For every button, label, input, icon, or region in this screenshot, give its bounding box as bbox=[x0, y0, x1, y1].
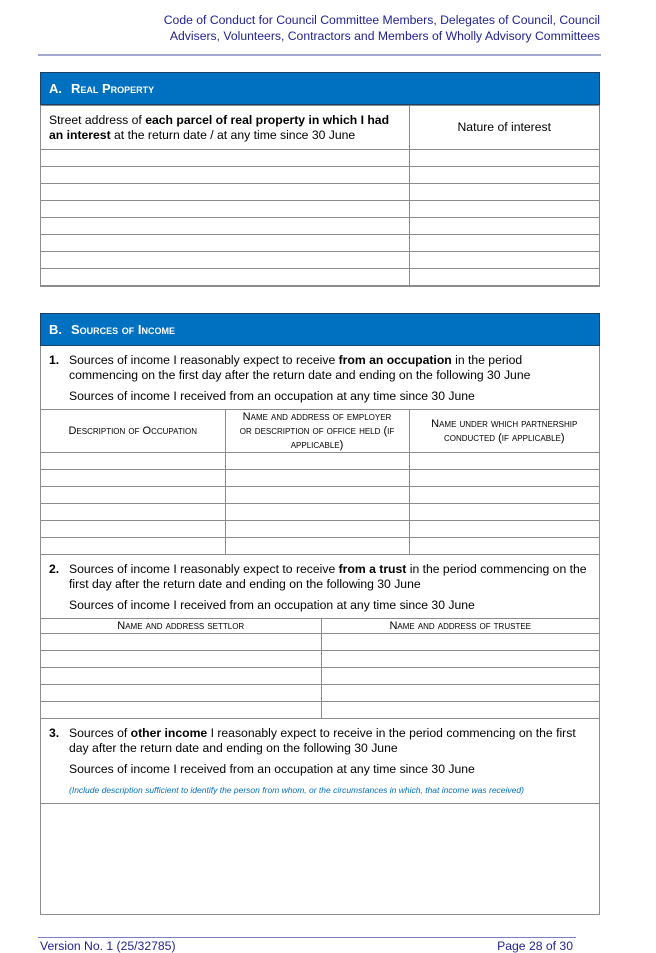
real-property-cell[interactable] bbox=[409, 150, 599, 167]
real-property-cell[interactable] bbox=[41, 167, 409, 184]
section-sources-of-income bbox=[40, 313, 600, 915]
item-1-text: Sources of income I reasonably expect to receive from an occupation in the period commencing on the first day after the return date and ending on the following 30 June bbox=[69, 353, 531, 382]
occupation-cell[interactable] bbox=[41, 453, 225, 470]
occupation-cell[interactable] bbox=[225, 538, 409, 555]
real-property-table bbox=[41, 105, 599, 286]
real-property-cell[interactable] bbox=[409, 218, 599, 235]
item-3-instruction-note: (Include description sufficient to identify the person from whom, or the circumstances in which, that income was received) bbox=[69, 785, 524, 795]
real-property-row bbox=[41, 218, 599, 235]
occupation-cell[interactable] bbox=[41, 504, 225, 521]
footer-divider bbox=[38, 937, 576, 938]
real-property-cell[interactable] bbox=[409, 201, 599, 218]
item-2-text: Sources of income I reasonably expect to receive from a trust in the period commencing on the first day after the return date and ending on the following 30 June bbox=[69, 562, 587, 591]
trust-cell[interactable] bbox=[41, 634, 321, 651]
trust-cell[interactable] bbox=[321, 668, 599, 685]
real-property-cell[interactable] bbox=[41, 150, 409, 167]
trust-row bbox=[41, 702, 599, 719]
occupation-row bbox=[41, 487, 599, 504]
occupation-cell[interactable] bbox=[409, 470, 599, 487]
real-property-cell[interactable] bbox=[41, 184, 409, 201]
trust-cell[interactable] bbox=[321, 634, 599, 651]
item-2-subtext: Sources of income I received from an occupation at any time since 30 June bbox=[69, 598, 475, 612]
trust-cell[interactable] bbox=[41, 702, 321, 719]
real-property-cell[interactable] bbox=[41, 201, 409, 218]
item-occupation: 1. Sources of income I reasonably expect to receive from an occupation in the period commencing on the first day after the return date and ending on the following 30 June Sources of income I received from an occupation at any time since 30 June bbox=[41, 346, 599, 409]
trust-cell[interactable] bbox=[41, 668, 321, 685]
section-real-property bbox=[40, 72, 600, 287]
real-property-row bbox=[41, 269, 599, 286]
item-other-income: 3. Sources of other income I reasonably expect to receive in the period commencing on the first day after the return date and ending on the following 30 June Sources of income I received from an occupation at any time since 30 June (Include description sufficient to identify the person from whom, or the circumstances in which, that income was received) bbox=[41, 719, 599, 803]
occupation-row bbox=[41, 504, 599, 521]
occupation-cell[interactable] bbox=[225, 487, 409, 504]
col-settlor-name-address: Name and address settlor bbox=[41, 619, 321, 634]
occupation-cell[interactable] bbox=[409, 504, 599, 521]
real-property-cell[interactable] bbox=[41, 269, 409, 286]
occupation-row bbox=[41, 538, 599, 555]
page-number: Page 28 of 30 bbox=[497, 939, 573, 953]
col-description-of-occupation: Description of Occupation bbox=[41, 410, 225, 453]
real-property-header-row bbox=[41, 106, 599, 150]
item-3-text: Sources of other income I reasonably expect to receive in the period commencing on the first day after the return date and ending on the following 30 June bbox=[69, 726, 576, 755]
occupation-cell[interactable] bbox=[409, 521, 599, 538]
trust-cell[interactable] bbox=[41, 651, 321, 668]
occupation-cell[interactable] bbox=[225, 470, 409, 487]
real-property-row bbox=[41, 167, 599, 184]
trust-cell[interactable] bbox=[41, 685, 321, 702]
real-property-cell[interactable] bbox=[409, 184, 599, 201]
trust-row bbox=[41, 651, 599, 668]
real-property-cell[interactable] bbox=[409, 269, 599, 286]
real-property-cell[interactable] bbox=[41, 235, 409, 252]
occupation-cell[interactable] bbox=[225, 504, 409, 521]
col-partnership-name: Name under which partnership conducted (if applicable) bbox=[409, 410, 599, 453]
trust-row bbox=[41, 634, 599, 651]
trust-cell[interactable] bbox=[321, 685, 599, 702]
real-property-row bbox=[41, 235, 599, 252]
real-property-row bbox=[41, 150, 599, 167]
occupation-header-row bbox=[41, 410, 599, 453]
trust-cell[interactable] bbox=[321, 651, 599, 668]
trust-table bbox=[41, 618, 599, 719]
trust-row bbox=[41, 685, 599, 702]
real-property-cell[interactable] bbox=[41, 252, 409, 269]
item-3-subtext: Sources of income I received from an occupation at any time since 30 June bbox=[69, 762, 475, 776]
version-number: Version No. 1 (25/32785) bbox=[40, 939, 176, 953]
real-property-cell[interactable] bbox=[409, 235, 599, 252]
occupation-cell[interactable] bbox=[41, 470, 225, 487]
header-divider bbox=[38, 54, 601, 56]
real-property-cell[interactable] bbox=[41, 218, 409, 235]
header-line-2: Advisers, Volunteers, Contractors and Members of Wholly Advisory Committees bbox=[169, 29, 600, 43]
col-employer-name-address: Name and address of employer or description of office held (if applicable) bbox=[225, 410, 409, 453]
section-a-title: A. Real Property bbox=[40, 72, 600, 105]
other-income-entry-box[interactable] bbox=[41, 803, 599, 914]
occupation-table bbox=[41, 409, 599, 555]
occupation-row bbox=[41, 521, 599, 538]
occupation-cell[interactable] bbox=[41, 487, 225, 504]
real-property-row bbox=[41, 252, 599, 269]
page-header bbox=[100, 12, 600, 44]
real-property-cell[interactable] bbox=[409, 167, 599, 184]
occupation-cell[interactable] bbox=[409, 453, 599, 470]
item-1-subtext: Sources of income I received from an occupation at any time since 30 June bbox=[69, 389, 475, 403]
real-property-row bbox=[41, 201, 599, 218]
occupation-cell[interactable] bbox=[225, 521, 409, 538]
occupation-row bbox=[41, 453, 599, 470]
item-trust: 2. Sources of income I reasonably expect to receive from a trust in the period commencing on the first day after the return date and ending on the following 30 June Sources of income I received from an occupation at any time since 30 June bbox=[41, 555, 599, 618]
header-line-1: Code of Conduct for Council Committee Members, Delegates of Council, Council bbox=[163, 13, 600, 27]
occupation-row bbox=[41, 470, 599, 487]
trust-row bbox=[41, 668, 599, 685]
trust-header-row bbox=[41, 619, 599, 634]
nature-of-interest-header: Nature of interest bbox=[409, 106, 599, 150]
street-address-header: Street address of each parcel of real property in which I had an interest at the return date / at any time since 30 June bbox=[41, 106, 409, 150]
occupation-cell[interactable] bbox=[41, 538, 225, 555]
occupation-cell[interactable] bbox=[225, 453, 409, 470]
trust-cell[interactable] bbox=[321, 702, 599, 719]
occupation-cell[interactable] bbox=[41, 521, 225, 538]
occupation-cell[interactable] bbox=[409, 487, 599, 504]
real-property-row bbox=[41, 184, 599, 201]
real-property-cell[interactable] bbox=[409, 252, 599, 269]
col-trustee-name-address: Name and address of trustee bbox=[321, 619, 599, 634]
occupation-cell[interactable] bbox=[409, 538, 599, 555]
section-b-title: B. Sources of Income bbox=[40, 313, 600, 346]
